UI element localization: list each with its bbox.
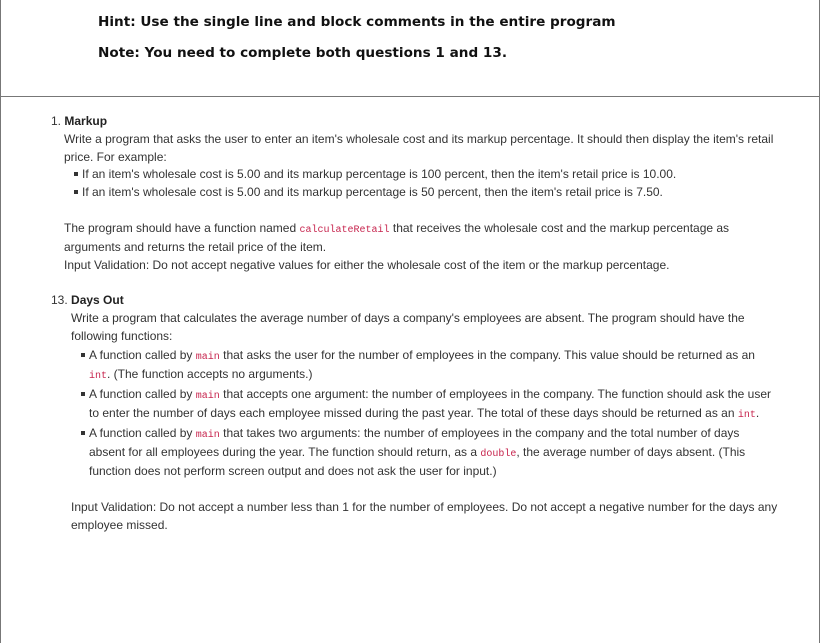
q13-bullet3-post: that takes two arguments: the number of employees in the company and the total number of days	[223, 426, 740, 440]
q13-bullet3-mid-post: , the average number of days absent. (This	[516, 445, 746, 459]
q13-bullet3-line2	[89, 445, 745, 462]
q1-example-1: If an item's wholesale cost is 5.00 and its markup percentage is 100 percent, then the item's retail price is 10.00.	[82, 167, 677, 181]
q1-function-post: that receives the wholesale cost and the markup percentage as	[392, 221, 730, 235]
main-code: main	[195, 391, 220, 402]
q1-function-line1	[64, 221, 729, 238]
q13-bullet3-pre: A function called by	[89, 426, 193, 440]
q1-title: Markup	[64, 114, 108, 128]
q13-bullet2-post: that accepts one argument: the number of employees in the company. The function should ask the user	[223, 387, 771, 401]
header-section	[0, 0, 820, 97]
q1-function-pre: The program should have a function named	[64, 221, 297, 235]
main-code: main	[195, 430, 220, 441]
main-code: main	[195, 352, 220, 363]
q13-bullet2-pre: A function called by	[89, 387, 193, 401]
bullet-icon	[74, 172, 78, 176]
int-code: int	[737, 410, 756, 421]
bullet-icon	[81, 392, 85, 396]
q1-example-2: If an item's wholesale cost is 5.00 and its markup percentage is 50 percent, then the item's retail price is 7.50.	[82, 185, 663, 199]
q1-number: 1.	[51, 114, 62, 128]
q13-bullet2-line1	[89, 387, 771, 404]
q1-function-line2: arguments and returns the retail price of the item.	[64, 240, 327, 254]
q13-title: Days Out	[71, 293, 124, 307]
q13-bullet2-text: to enter the number of days each employee missed during the past year. The total of these days should be returned as an	[89, 406, 735, 420]
q1-intro-line1: Write a program that asks the user to enter an item's wholesale cost and its markup percentage. It should then display the item's retail	[64, 132, 774, 146]
q1-heading	[51, 114, 107, 129]
q13-heading	[51, 293, 124, 308]
bullet-icon	[81, 431, 85, 435]
q13-bullet2-period: .	[755, 406, 760, 420]
q13-number: 13.	[51, 293, 68, 307]
int-code: int	[89, 371, 108, 382]
bullet-icon	[74, 190, 78, 194]
q13-bullet1-line1	[89, 348, 755, 365]
bullet-icon	[81, 353, 85, 357]
double-code: double	[480, 449, 517, 460]
q1-intro-line2: price. For example:	[64, 150, 167, 164]
q13-bullet1-line2	[89, 367, 312, 384]
calculate-retail-code: calculateRetail	[299, 225, 390, 236]
q13-intro-line1: Write a program that calculates the average number of days a company's employees are absent. The program should have the	[71, 311, 745, 325]
q13-validation-line1: Input Validation: Do not accept a number less than 1 for the number of employees. Do not accept a negative number for the days any	[71, 500, 778, 514]
q1-validation: Input Validation: Do not accept negative values for either the wholesale cost of the item or the markup percentage.	[64, 258, 670, 272]
q13-validation-line2: employee missed.	[71, 518, 168, 532]
q13-bullet1-post: that asks the user for the number of employees in the company. This value should be returned as an	[223, 348, 755, 362]
document-body	[0, 97, 820, 643]
note-text: Note: You need to complete both questions 1 and 13.	[98, 45, 508, 61]
hint-text: Hint: Use the single line and block comments in the entire program	[98, 14, 616, 30]
q13-bullet1-end: . (The function accepts no arguments.)	[107, 367, 313, 381]
q13-bullet3-line3: function does not perform screen output and does not ask the user for input.)	[89, 464, 497, 478]
q13-bullet1-pre: A function called by	[89, 348, 193, 362]
q13-intro-line2: following functions:	[71, 329, 173, 343]
q13-bullet3-line1	[89, 426, 739, 443]
q13-bullet3-mid-pre: absent for all employees during the year. The function should return, as a	[89, 445, 478, 459]
q13-bullet2-line2	[89, 406, 759, 423]
